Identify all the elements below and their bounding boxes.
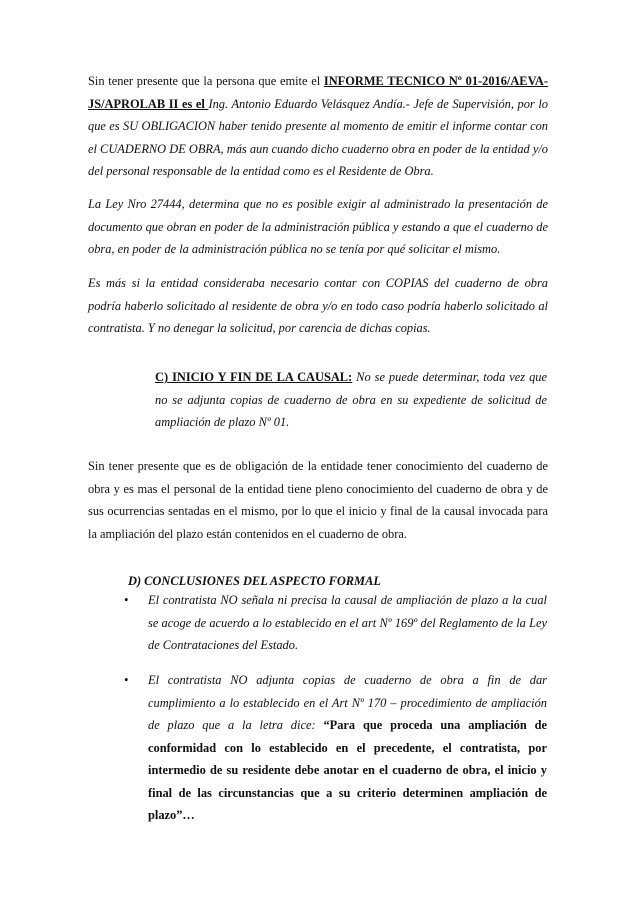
- p1-text-start: Sin tener presente que la persona que emite el: [88, 74, 324, 88]
- informe-tecnico-reference: INFORME TECNICO Nº 01-2016/AEVA-JS/APROLAB II es el: [88, 74, 548, 111]
- paragraph-copias-cuaderno: Es más si la entidad consideraba necesario contar con COPIAS del cuaderno de obra podría haberlo solicitado al residente de obra y/o en todo caso podría haberlo solicitado al contratista. Y no denegar la solicitud, por carencia de dichas copias.: [88, 276, 548, 335]
- section-c-inicio-fin-causal: [155, 366, 547, 434]
- bullet-icon: •: [124, 592, 129, 607]
- bullet-item-causal: El contratista NO señala ni precisa la causal de ampliación de plazo a la cual se acoge de acuerdo a lo establecido en el art Nº 169º del Reglamento de la Ley de Contrataciones del Estado.: [148, 593, 547, 652]
- section-d-heading: D) CONCLUSIONES DEL ASPECTO FORMAL: [128, 574, 381, 588]
- bullet2-intro: El contratista NO adjunta copias de cuaderno de obra a fin de dar cumplimiento a lo establecido en el Art Nº 170 – procedimiento de ampliación de plazo que a la letra dice:: [148, 673, 547, 732]
- section-c-heading: C) INICIO Y FIN DE LA CAUSAL:: [155, 370, 353, 384]
- section-c-text: No se puede determinar, toda vez que no se adjunta copias de cuaderno de obra en su expediente de solicitud de ampliación de plazo Nº 01.: [155, 370, 547, 429]
- p1-text-rest: Ing. Antonio Eduardo Velásquez Andía.- Jefe de Supervisión, por lo que es SU OBLIGACION haber tenido presente al momento de emitir el informe contar con el CUADERNO DE OBRA, más aun cuando dicho cuaderno obra en poder de la entidad y/o del personal responsable de la entidad como es el Residente de Obra.: [88, 96, 548, 178]
- paragraph-informe-tecnico: [88, 70, 548, 183]
- paragraph-ley-27444: La Ley Nro 27444, determina que no es posible exigir al administrado la presentación de documento que obran en poder de la administración pública y estando a que el cuaderno de obra, en poder de la administración pública no se tenía por qué solicitar el mismo.: [88, 197, 548, 256]
- bullet-item-cuaderno-obra: [148, 669, 547, 827]
- bullet2-quote: “Para que proceda una ampliación de conformidad con lo establecido en el precedente, el contratista, por intermedio de su residente debe anotar en el cuaderno de obra, el inicio y final de las circunstancias que a su criterio determinen ampliación de plazo”…: [148, 718, 547, 822]
- paragraph-obligacion-entidad: Sin tener presente que es de obligación de la entidade tener conocimiento del cuaderno de obra y es mas el personal de la entidad tiene pleno conocimiento del cuaderno de obra y de sus ocurrencias sentadas en el mismo, por lo que el inicio y final de la causal invocada para la ampliación del plazo están contenidos en el cuaderno de obra.: [88, 459, 548, 541]
- bullet-icon: •: [124, 672, 129, 687]
